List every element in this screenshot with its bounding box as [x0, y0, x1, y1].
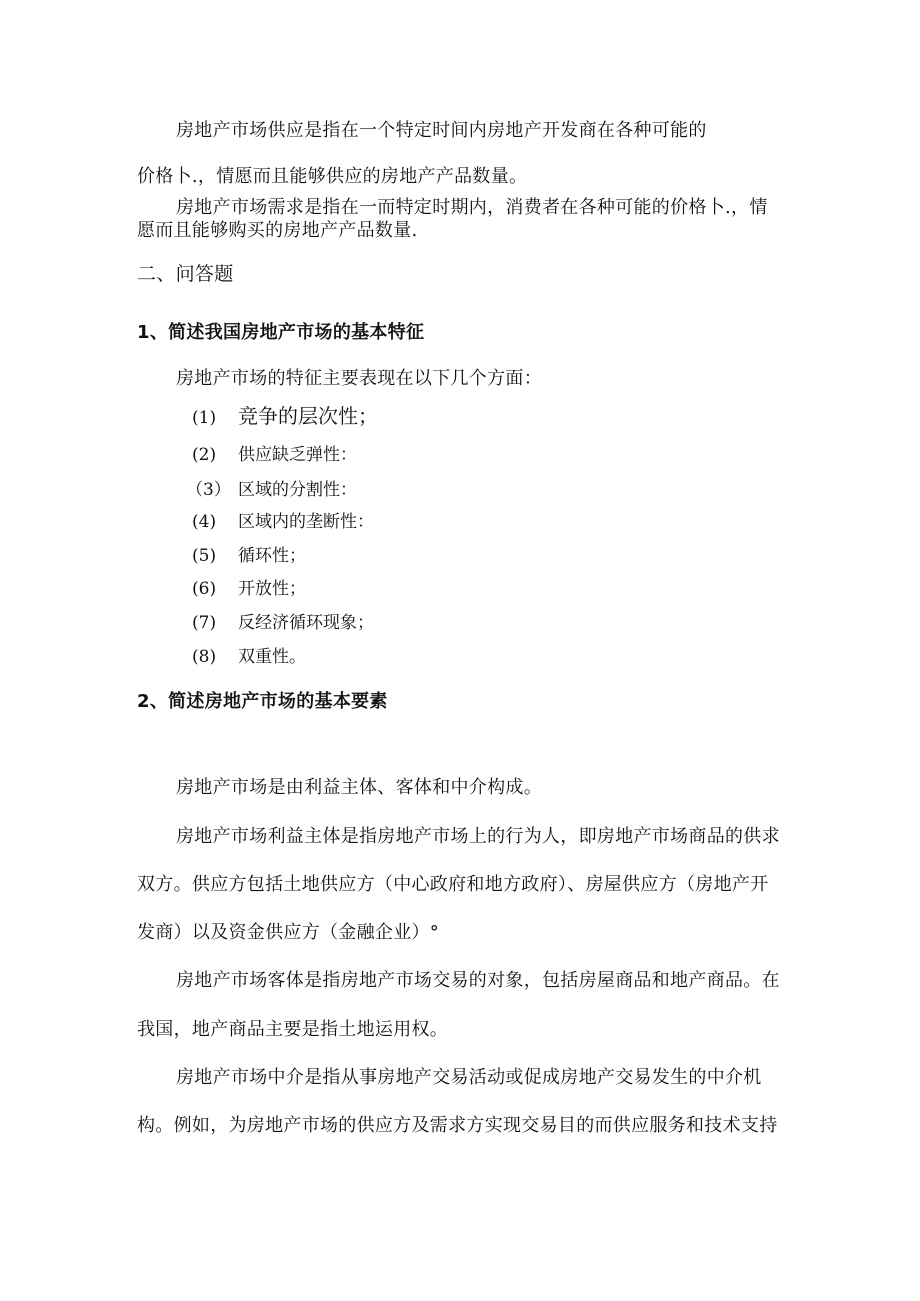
- list-item-number: (5): [192, 546, 217, 566]
- list-item-text: 开放性；: [238, 579, 306, 599]
- list-item: [192, 444, 357, 466]
- list-item-text: 反经济循环现象；: [238, 613, 374, 633]
- list-item: [192, 405, 378, 429]
- list-item-text: 区域的分割性：: [238, 480, 357, 500]
- supply-definition-line-2: 价格卜.，情愿而且能够供应的房地产产品数量。: [137, 166, 528, 187]
- list-item-text: 双重性。: [238, 647, 306, 667]
- list-item: [186, 479, 357, 501]
- question-2-paragraph-3-line-2: 我国，地产商品主要是指土地运用权。: [137, 1019, 449, 1040]
- list-item: [192, 612, 374, 634]
- list-item-number: (6): [192, 579, 217, 599]
- question-2-paragraph-2-line-1: 房地产市场利益主体是指房地产市场上的行为人，即房地产市场商品的供求: [176, 826, 780, 847]
- list-item-text: 供应缺乏弹性：: [238, 445, 357, 465]
- list-item-text: 竞争的层次性；: [238, 404, 378, 428]
- question-2-title: 2、简述房地产市场的基本要素: [137, 691, 388, 712]
- list-item-text: 循环性；: [238, 546, 306, 566]
- question-2-paragraph-4-line-1: 房地产市场中介是指从事房地产交易活动或促成房地产交易发生的中介机: [176, 1067, 762, 1088]
- question-2-paragraph-4-line-2: 构。例如，为房地产市场的供应方及需求方实现交易目的而供应服务和技术支持: [137, 1115, 778, 1136]
- question-2-paragraph-2-line-3: 发商）以及资金供应方（金融企业）°: [137, 922, 440, 943]
- list-item: [192, 578, 306, 600]
- list-item: [192, 646, 306, 668]
- list-item-number: (2): [192, 445, 217, 465]
- list-item: [192, 511, 374, 533]
- question-1-title: 1、简述我国房地产市场的基本特征: [137, 322, 425, 343]
- question-2-paragraph-1: 房地产市场是由利益主体、客体和中介构成。: [176, 777, 542, 798]
- demand-definition-line-1: 房地产市场需求是指在一而特定时期内，消费者在各种可能的价格卜.，情: [176, 197, 768, 218]
- question-2-paragraph-3-line-1: 房地产市场客体是指房地产市场交易的对象，包括房屋商品和地产商品。在: [176, 970, 780, 991]
- list-item: [192, 545, 306, 567]
- demand-definition-line-2: 愿而且能够购买的房地产产品数量.: [137, 220, 418, 241]
- supply-definition-line-1: 房地产市场供应是指在一个特定时间内房地产开发商在各种可能的: [176, 120, 707, 141]
- list-item-number: (7): [192, 613, 217, 633]
- list-item-number: (1): [192, 408, 217, 428]
- question-1-intro: 房地产市场的特征主要表现在以下几个方面：: [176, 368, 542, 389]
- list-item-text: 区域内的垄断性：: [238, 512, 374, 532]
- list-item-number: (4): [192, 512, 217, 532]
- question-2-paragraph-2-line-2: 双方。供应方包括土地供应方（中心政府和地方政府）、房屋供应方（房地产开: [137, 874, 769, 895]
- list-item-number: (8): [192, 647, 217, 667]
- list-item-number: （3）: [186, 480, 231, 500]
- section-title: 二、问答题: [137, 263, 234, 285]
